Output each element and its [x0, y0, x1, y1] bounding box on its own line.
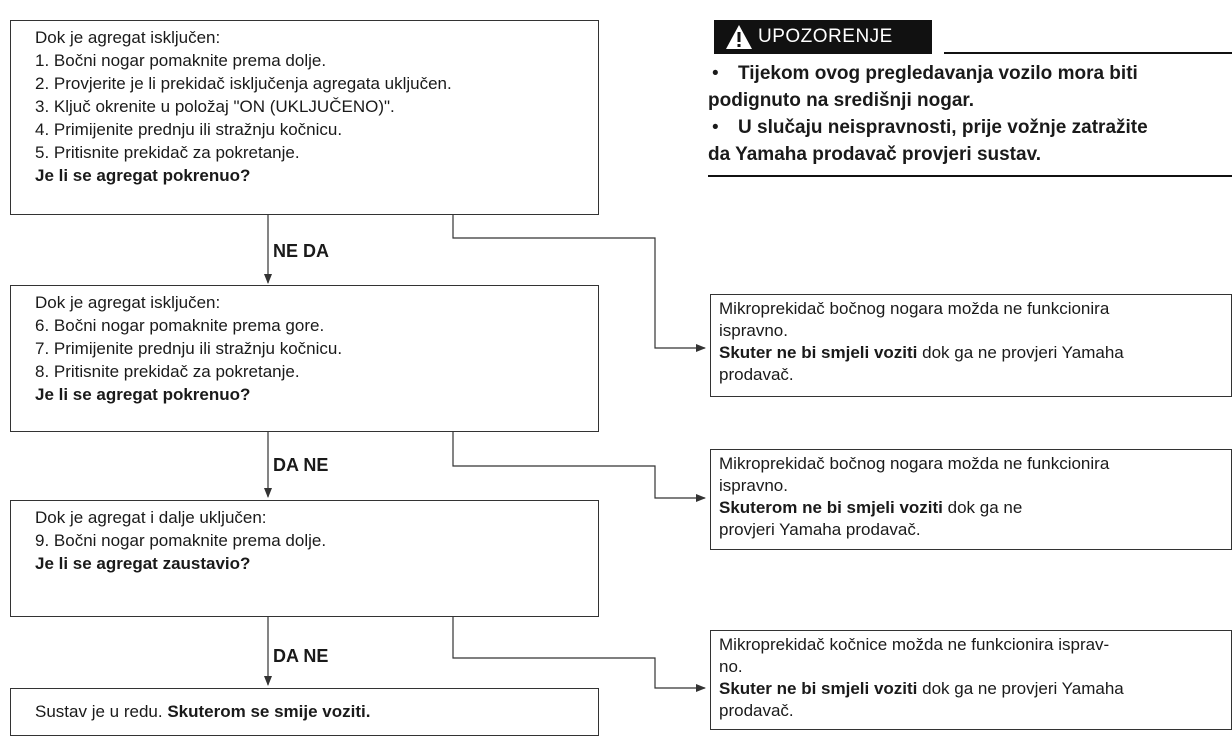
step-line: Dok je agregat isključen: [35, 28, 221, 47]
result-line: dok ga ne provjeri Yamaha [917, 343, 1124, 362]
bullet: • [712, 63, 719, 84]
result-box-3 [710, 630, 1232, 730]
warning-bottom-rule [708, 175, 1232, 177]
warning-line: da Yamaha prodavač provjeri sustav. [708, 144, 1042, 165]
step-line: Dok je agregat i dalje uključen: [35, 508, 267, 527]
result-line: Mikroprekidač kočnice možda ne funkcionira isprav- [719, 635, 1110, 654]
step-line: 3. Ključ okrenite u položaj "ON (UKLJUČENO)". [35, 97, 395, 116]
result-line: prodavač. [719, 701, 794, 720]
result-line: dok ga ne [942, 498, 1023, 517]
warning-line: Tijekom ovog pregledavanja vozilo mora biti [738, 63, 1138, 84]
warning-body [708, 60, 1232, 168]
branch-label-1: NE DA [273, 241, 330, 261]
result-line: Mikroprekidač bočnog nogara možda ne funkcionira [719, 299, 1110, 318]
warning-line: U slučaju neispravnosti, prije vožnje zatražite [738, 117, 1148, 138]
bullet: • [712, 117, 719, 138]
result-line: Mikroprekidač bočnog nogara možda ne funkcionira [719, 454, 1110, 473]
step-line: 1. Bočni nogar pomaknite prema dolje. [35, 51, 327, 70]
result-line: ispravno. [719, 476, 788, 495]
result-line: no. [719, 657, 743, 676]
warning-item [708, 60, 1232, 114]
flow-box-step1 [10, 20, 599, 215]
step-question: Je li se agregat zaustavio? [35, 554, 251, 573]
warning-title: UPOZORENJE [758, 26, 893, 47]
warning-triangle-icon [722, 20, 756, 54]
flow-box-result-ok [10, 688, 599, 736]
result-line: prodavač. [719, 365, 794, 384]
step-question: Je li se agregat pokrenuo? [35, 166, 251, 185]
ok-text: Sustav je u redu. [35, 702, 163, 721]
branch-label-2: DA NE [273, 455, 329, 475]
result-bold: Skuterom ne bi smjeli voziti [719, 498, 943, 517]
result-line: dok ga ne provjeri Yamaha [917, 679, 1124, 698]
step-question: Je li se agregat pokrenuo? [35, 385, 251, 404]
step-line: 2. Provjerite je li prekidač isključenja agregata uključen. [35, 74, 452, 93]
warning-item [708, 114, 1232, 168]
result-box-1 [710, 294, 1232, 397]
result-bold: Skuter ne bi smjeli voziti [719, 343, 918, 362]
arrow-box3-to-result3 [453, 617, 705, 688]
step-line: Dok je agregat isključen: [35, 293, 221, 312]
step-line: 5. Pritisnite prekidač za pokretanje. [35, 143, 300, 162]
step-line: 9. Bočni nogar pomaknite prema dolje. [35, 531, 327, 550]
ok-text-bold: Skuterom se smije voziti. [167, 702, 371, 721]
step-line: 7. Primijenite prednju ili stražnju kočnicu. [35, 339, 343, 358]
flow-box-step2 [10, 285, 599, 432]
step-line: 6. Bočni nogar pomaknite prema gore. [35, 316, 325, 335]
result-line: ispravno. [719, 321, 788, 340]
flow-box-step3 [10, 500, 599, 617]
result-line: provjeri Yamaha prodavač. [719, 520, 921, 539]
warning-line: podignuto na središnji nogar. [708, 90, 975, 111]
step-line: 8. Pritisnite prekidač za pokretanje. [35, 362, 300, 381]
warning-header [714, 20, 932, 54]
result-bold: Skuter ne bi smjeli voziti [719, 679, 918, 698]
branch-label-3: DA NE [273, 646, 329, 666]
result-box-2 [710, 449, 1232, 550]
warning-top-rule [944, 52, 1232, 54]
step-line: 4. Primijenite prednju ili stražnju kočnicu. [35, 120, 343, 139]
arrow-box2-to-result2 [453, 432, 705, 498]
